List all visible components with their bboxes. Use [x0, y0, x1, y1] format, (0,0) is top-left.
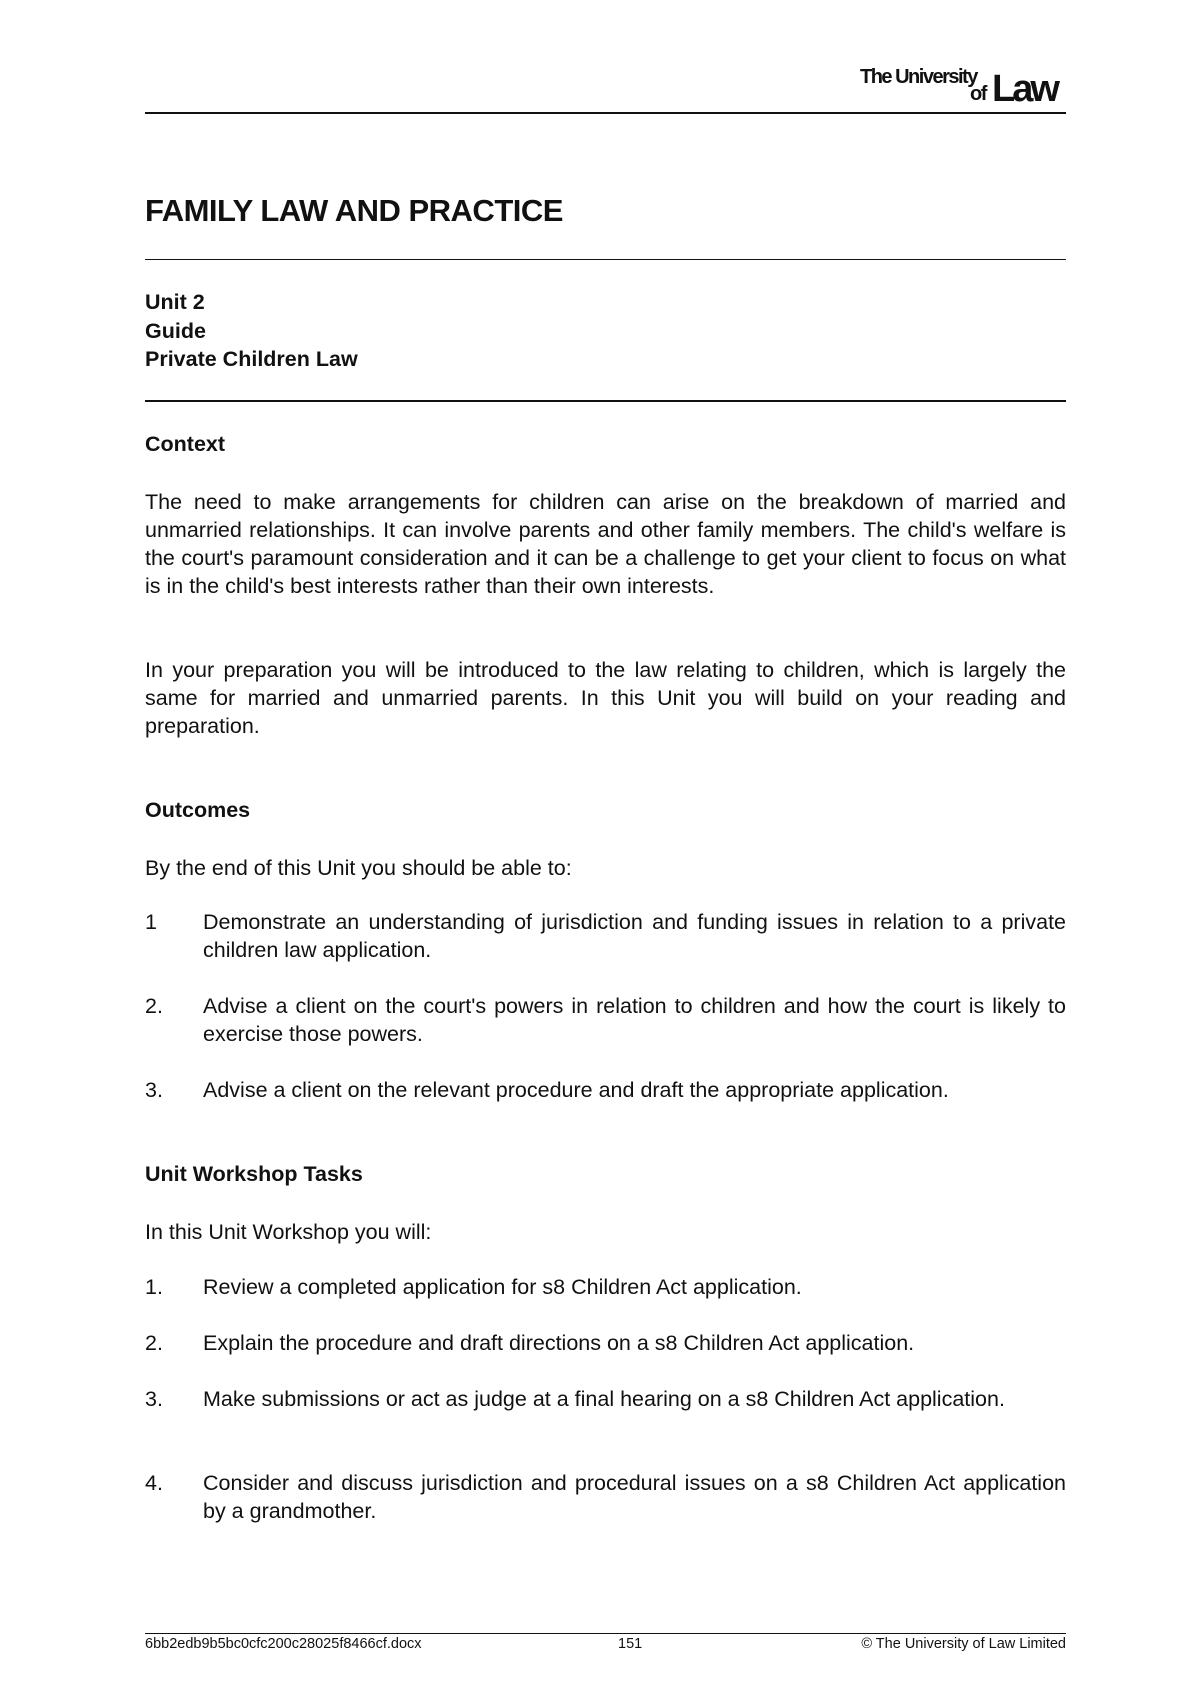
outcome-text: Demonstrate an understanding of jurisdiction and funding issues in relation to a private children law application. — [203, 910, 1066, 962]
unit-info — [145, 288, 358, 374]
outcomes-intro: By the end of this Unit you should be able to: — [145, 856, 572, 880]
task-item — [145, 1329, 1066, 1357]
task-number: 2. — [145, 1331, 163, 1355]
outcome-text: Advise a client on the relevant procedure and draft the appropriate application. — [203, 1078, 949, 1102]
task-item — [145, 1469, 1066, 1525]
outcome-text: Advise a client on the court's powers in relation to children and how the court is likely to exercise those powers. — [203, 994, 1066, 1046]
unit-subject: Private Children Law — [145, 347, 358, 371]
unit-number: Unit 2 — [145, 290, 205, 314]
footer-filename: 6bb2edb9b5bc0cfc200c28025f8466cf.docx — [145, 1636, 422, 1652]
tasks-heading: Unit Workshop Tasks — [145, 1162, 363, 1186]
outcome-number: 3. — [145, 1078, 163, 1102]
logo-line-1: The University — [860, 66, 977, 88]
task-text: Consider and discuss jurisdiction and procedural issues on a s8 Children Act application by a grandmother. — [203, 1471, 1066, 1523]
document-title: FAMILY LAW AND PRACTICE — [145, 193, 563, 228]
logo-line-2: of — [970, 83, 986, 105]
task-number: 1. — [145, 1275, 163, 1299]
footer-page-number: 151 — [618, 1636, 643, 1652]
outcome-item — [145, 908, 1066, 964]
tasks-intro: In this Unit Workshop you will: — [145, 1220, 432, 1244]
outcome-number: 1 — [145, 910, 157, 934]
outcome-item — [145, 1076, 1066, 1104]
task-number: 4. — [145, 1471, 163, 1495]
footer-rule — [145, 1633, 1066, 1634]
outcome-item — [145, 992, 1066, 1048]
outcomes-heading: Outcomes — [145, 798, 251, 822]
task-number: 3. — [145, 1387, 163, 1411]
footer-copyright: © The University of Law Limited — [861, 1636, 1066, 1652]
task-text: Review a completed application for s8 Children Act application. — [203, 1275, 802, 1299]
task-text: Explain the procedure and draft directions on a s8 Children Act application. — [203, 1331, 915, 1355]
task-item — [145, 1273, 1066, 1301]
unit-guide: Guide — [145, 318, 206, 343]
task-item — [145, 1385, 1066, 1413]
logo-line-3: Law — [992, 68, 1057, 110]
context-paragraph-1: The need to make arrangements for children can arise on the breakdown of married and unmarried relationships. It can involve parents and other family members. The child's welfare is the court's paramount consideration and it can be a challenge to get your client to focus on what is in the child's best interests rather than their own interests. — [145, 490, 1066, 598]
outcome-number: 2. — [145, 994, 163, 1018]
university-logo — [860, 66, 1066, 108]
header-rule — [145, 112, 1066, 114]
unit-rule — [145, 400, 1066, 402]
title-rule — [145, 259, 1066, 260]
task-text: Make submissions or act as judge at a final hearing on a s8 Children Act application. — [203, 1387, 1005, 1411]
context-heading: Context — [145, 432, 226, 456]
context-paragraph-2: In your preparation you will be introduced to the law relating to children, which is largely the same for married and unmarried parents. In this Unit you will build on your reading and preparation. — [145, 658, 1066, 738]
